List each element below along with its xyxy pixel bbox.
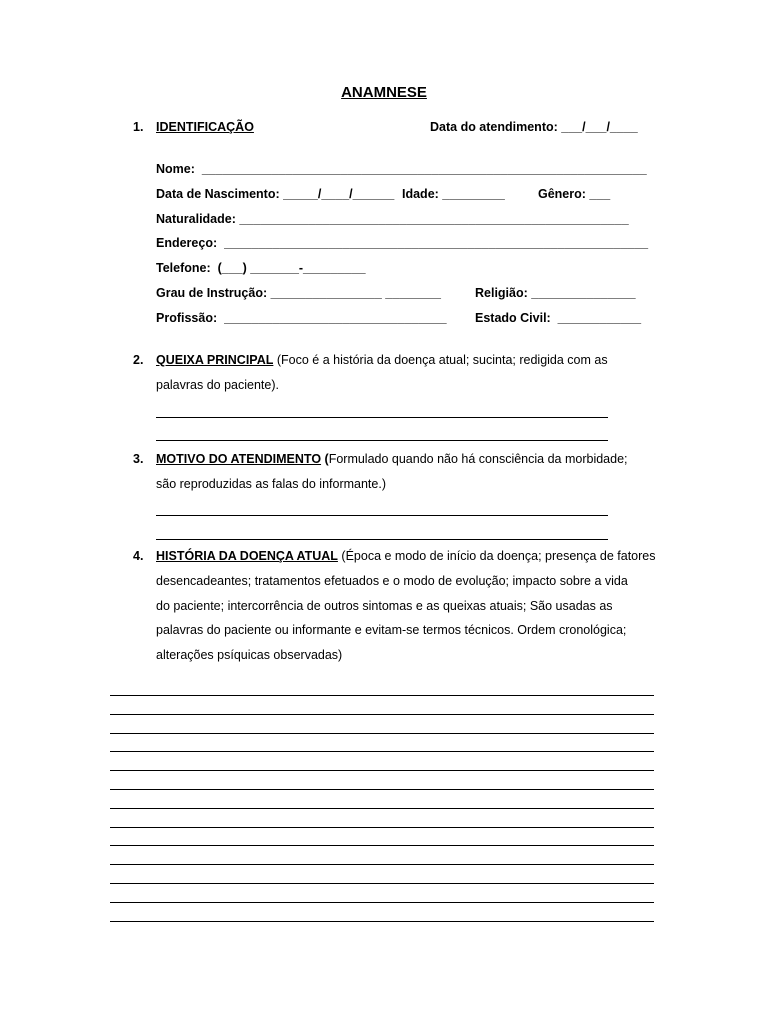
section-3-description-cont: são reproduzidas as falas do informante.) <box>156 477 386 491</box>
section-4-description-cont: desencadeantes; tratamentos efetuados e o modo de evolução; impacto sobre a vida <box>156 574 628 588</box>
phone-field[interactable]: Telefone: (___) _______-_________ <box>156 261 366 275</box>
section-2-description: (Foco é a história da doença atual; sucinta; redigida com as <box>273 353 608 367</box>
answer-line[interactable] <box>110 921 654 922</box>
name-field[interactable]: Nome: ________________________________________________________________ <box>156 162 647 176</box>
section-2-heading: QUEIXA PRINCIPAL <box>156 353 274 367</box>
attendance-date-field[interactable]: Data do atendimento: ___/___/____ <box>430 120 638 134</box>
answer-line[interactable] <box>110 845 654 846</box>
section-3-heading: MOTIVO DO ATENDIMENTO <box>156 452 322 466</box>
section-4-description-cont: do paciente; intercorrência de outros sintomas e as queixas atuais; São usadas as <box>156 599 613 613</box>
profession-field[interactable]: Profissão: ________________________________ <box>156 311 447 325</box>
section-4-description: (Época e modo de início da doença; presença de fatores <box>337 549 656 563</box>
answer-line[interactable] <box>156 539 608 540</box>
answer-line[interactable] <box>110 770 654 771</box>
section-3-heading-line <box>156 451 628 467</box>
answer-line[interactable] <box>110 902 654 903</box>
answer-line[interactable] <box>110 751 654 752</box>
section-4-heading: HISTÓRIA DA DOENÇA ATUAL <box>156 549 338 563</box>
answer-line[interactable] <box>156 440 608 441</box>
section-3-paren: ( <box>321 452 329 466</box>
answer-line[interactable] <box>156 417 608 418</box>
answer-line[interactable] <box>110 864 654 865</box>
section-2-number: 2. <box>133 353 144 367</box>
answer-line[interactable] <box>110 883 654 884</box>
page-title: ANAMNESE <box>341 84 427 101</box>
section-4-description-cont: alterações psíquicas observadas) <box>156 648 343 662</box>
birth-date-field[interactable]: Data de Nascimento: _____/____/______ <box>156 187 395 201</box>
section-1-heading: IDENTIFICAÇÃO <box>156 120 254 134</box>
answer-line[interactable] <box>110 808 654 809</box>
section-1-number: 1. <box>133 120 144 134</box>
section-3-number: 3. <box>133 452 144 466</box>
gender-field[interactable]: Gênero: ___ <box>538 187 611 201</box>
section-4-heading-line <box>156 548 656 564</box>
birthplace-field[interactable]: Naturalidade: ________________________________________________________ <box>156 212 629 226</box>
religion-field[interactable]: Religião: _______________ <box>475 286 636 300</box>
section-2-description-cont: palavras do paciente). <box>156 378 279 392</box>
answer-line[interactable] <box>156 515 608 516</box>
answer-line[interactable] <box>110 827 654 828</box>
answer-line[interactable] <box>110 733 654 734</box>
section-4-description-cont: palavras do paciente ou informante e evitam-se termos técnicos. Ordem cronológica; <box>156 623 627 637</box>
answer-line[interactable] <box>110 789 654 790</box>
age-field[interactable]: Idade: _________ <box>402 187 505 201</box>
section-2-heading-line <box>156 352 608 368</box>
address-field[interactable]: Endereço: _____________________________________________________________ <box>156 236 649 250</box>
answer-line[interactable] <box>110 695 654 696</box>
answer-line[interactable] <box>110 714 654 715</box>
section-4-number: 4. <box>133 549 144 563</box>
marital-status-field[interactable]: Estado Civil: ____________ <box>475 311 642 325</box>
education-field[interactable]: Grau de Instrução: ________________ ________ <box>156 286 441 300</box>
section-3-description: Formulado quando não há consciência da morbidade; <box>328 452 628 466</box>
